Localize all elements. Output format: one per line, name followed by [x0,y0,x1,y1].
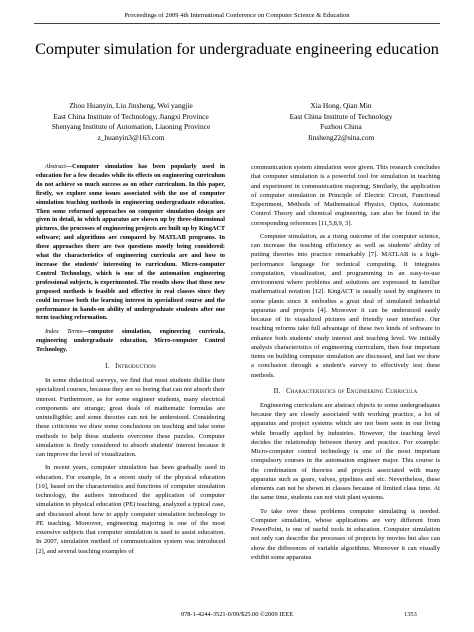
author-affiliation: Fuzhou China [320,122,362,131]
index-terms-label: Index Terms [45,328,83,336]
right-column [251,163,440,562]
section-heading-introduction [36,362,225,372]
footer-isbn: 978-1-4244-3521-0/09/$25.00 ©2009 IEEE [180,611,294,618]
section-number: I. [105,363,110,371]
index-terms [36,328,225,355]
author-names: Zhou Huanyin, Liu Jinsheng, Wei yangjie [69,101,193,110]
body-paragraph: Computer simulation, as a rising outcome of the computer science, can increase the teaching efficiency as well as students' ability of putting theories into practice remarkably [7]. MATLAB is a high-performance language for technical computing. It integrates computation, visualization, and programming in an easy-to-use environment where problems and solutions are expressed in familiar mathematical notation [12]. KingACT is usually used by engineers in some plants since it embodies a great deal of simulated industrial apparatus and projects [4]. Moreover it can be understood easily because of its visualized pictures and friendly user interface. Our teaching reforms take full advantage of these two kinds of software to enhance both students' study interest and teaching level. We initially analysis characteristics of engineering curriculum, then four important items on building computer simulation are discussed, and last we draw a conclusion through a student's survey to effectively test these methods. [251,232,440,379]
abstract [36,163,225,323]
running-head: Proceedings of 2009 4th International Conference on Computer Science & Education [124,12,350,19]
abstract-label: Abstract [45,163,66,170]
author-affiliation: East China Institute of Technology [289,111,393,121]
abstract-text: —Computer simulation has been popularly used in education for a few decades while its effects on engineering curriculum do not achieve so much success as on other curriculum. In this paper, firstly, we explore some issues associated with the use of computer simulation teaching methods in engineering undergraduate education. Then some reformed approaches on computer simulation design are given in detail, in which apparatus are shown up by three-dimensional pictures, the processes of engineering projects are built up by KingACT software; and algorithms are compared by MATLAB programs. In these approaches there are two questions mostly being considered: what the characteristics of engineering curricula are and how to increase the students' interesting to curriculum. Micro-computer Control Technology, which is one of the automation engineering professional subjects, is experimented. The results show that these new proposed methods is feasible and effective in real classes since they could increase both the learning interest in specialized course and the performance in hands-on ability of undergraduate students after one term teaching reformation. [36,163,225,322]
author-affiliation: East China Institute of Technology, Jiangxi Province [53,111,209,121]
body-paragraph: In recent years, computer simulation has been gradually used in education. For example, In a recent study of the physical education [10], based on the characteristics and functions of computer simulation technology, the authors introduced the application of computer simulation to physical education (PE) teaching, analyzed a typical case, and discussed about how to apply computer simulation technology to PE teaching. Moreover, engineering majoring is one of the most extensive subjects that computer simulation is used to assist education. In 2007, simulation method of communication system was introduced [2], and several teaching examples of [36,464,225,555]
body-paragraph: communication system simulation were given. This research concludes that computer simulation is a powerful tool for simulation in teaching and experiment in communication majoring; Similarly, the application of computer simulation in Principle of Electric Circuit, Functional Experiment, Methods of Mathematical Physics, Optics, Automatic Control Theory and chemical engineering, can also be found in the corresponding references [11,5,8,9, 3]. [251,164,440,227]
author-block-right [246,101,436,143]
page-number: 1353 [404,611,417,618]
author-affiliation: Shenyang Institute of Automation, Liaoning Province [51,122,211,131]
author-email: Jinsheng22@sina.com [307,132,375,142]
body-paragraph: To take over these problems computer simulating is needed. Computer simulation, whose applications are very different from PowerPoint, is one of useful tools in education. Computer simulation not only can describe the processes of projects by movies but also can show the differences of variable algorithms. Moreover it can visually exhibit some apparatus [251,507,440,561]
left-column [36,163,225,556]
section-heading-characteristics [251,387,440,397]
running-head-rule [34,23,440,24]
section-title: Characteristics of Engineering Curricula [286,387,418,395]
author-names: Xia Hong, Qian Min [310,101,372,110]
paper-title: Computer simulation for undergraduate engineering education [35,40,439,58]
section-number: II. [273,387,281,395]
author-email: z_huanyin3@163.com [97,132,165,142]
index-terms-text: —computer simulation, engineering curricula, engineering undergraduate education, Micro-computer Control Technology. [36,328,225,354]
section-title: Introduction [115,363,156,371]
body-paragraph: Engineering curriculum are abstract objects to some undergraduates because they are closely associated with working practice, a lot of apparatus and project systems which are not been seen in our living while broadly applied by industries. However, the teaching level decides the relationship between theory and practice. For example: Micro-computer control technology is one of the most important compulsory courses in the automation engineer major. This course is the combination of theories and projects associated with many apparatus such as gears, valves, pipelines and etc. Nevertheless, these elements can not be shown in classes because of limited class time. At the same time, students can not visit plant systems. [251,401,440,502]
body-paragraph: In some didactical surveys, we find that most students dislike their specialized courses, because they are so boring that can not absorb their interest. Furthermore, as for some engineer students, many electrical components are strange; great deals of mathematic formulas are unintelligible; and some theories can not be understood. Considering these criticisms we draw some conclusions on teaching and take some methods to help these students overcome these puzzles. Computer simulation is firstly considered to absorb students' interest because it can improve the level of visualization. [36,377,225,459]
author-block-left [36,101,226,143]
